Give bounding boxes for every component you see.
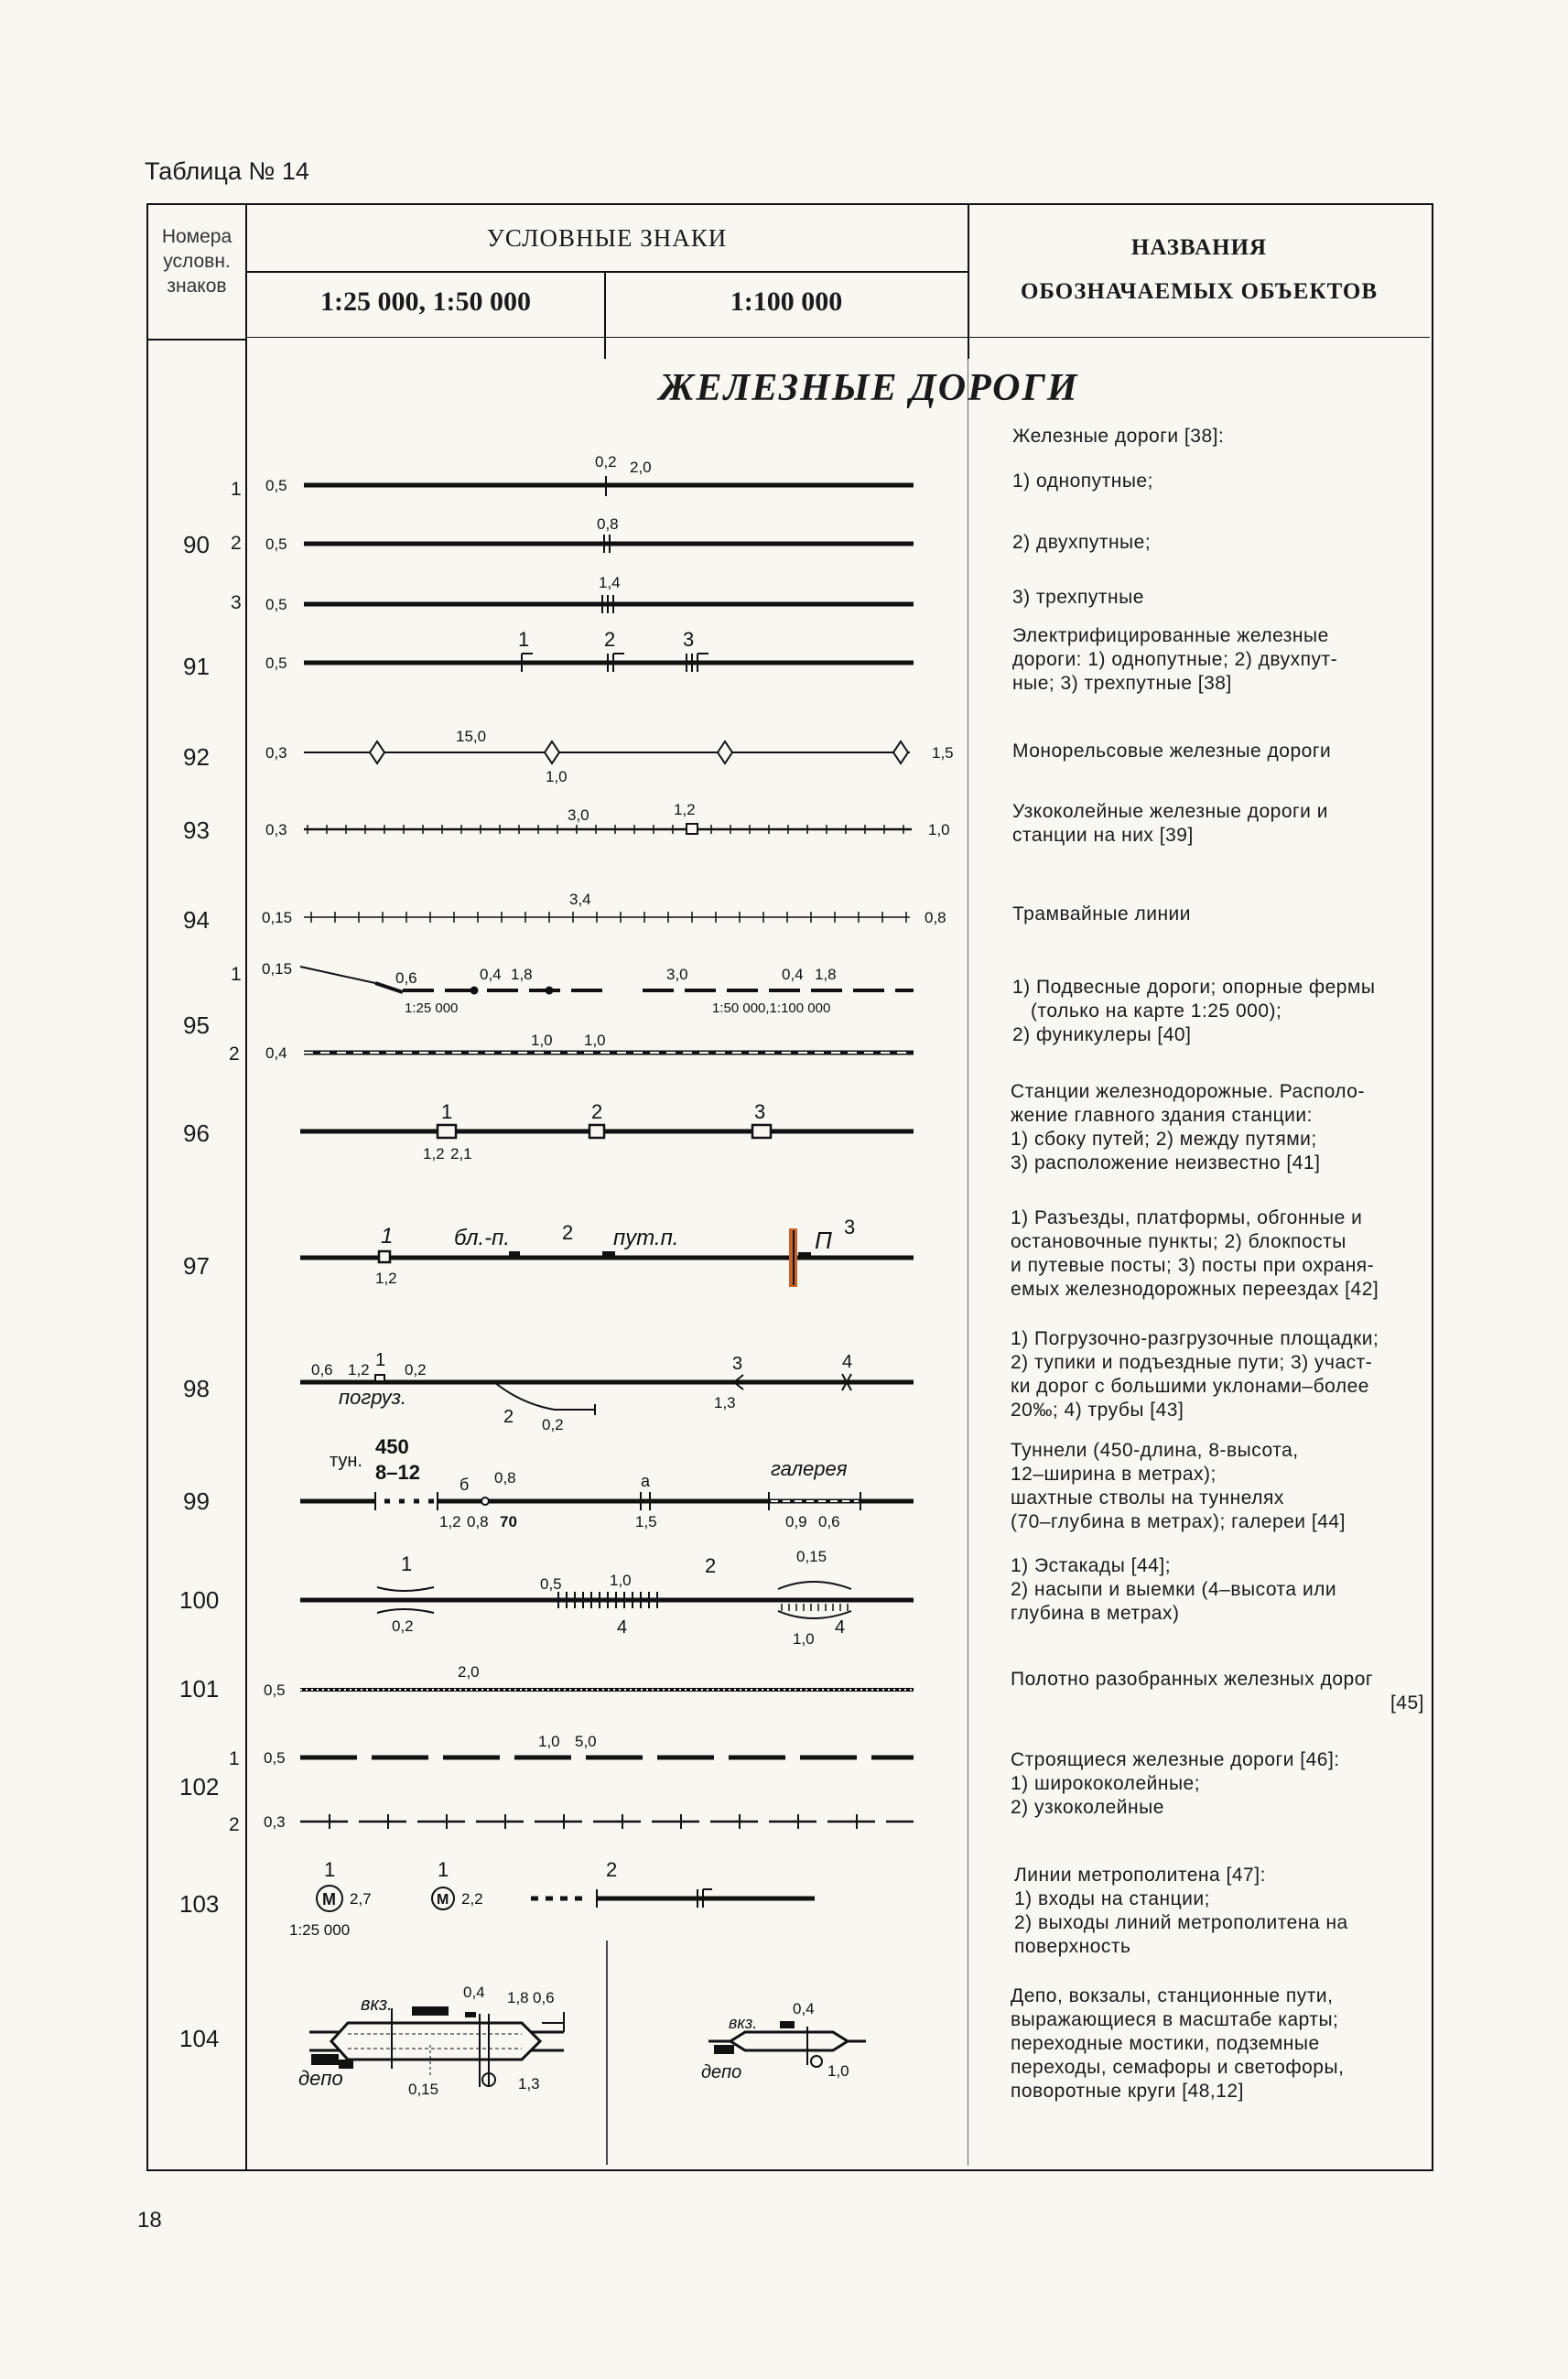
sub-number: 2 xyxy=(231,533,242,554)
annotation: 1,3 xyxy=(714,1394,736,1411)
sub-label: 2 xyxy=(562,1221,574,1244)
sub-label: бл.-п. xyxy=(454,1226,511,1250)
value-label: 0,5 xyxy=(265,654,287,672)
annotation: 0,8 xyxy=(467,1513,489,1530)
divider xyxy=(968,203,969,359)
annotation: 2,0 xyxy=(630,459,652,476)
annotation: 2,0 xyxy=(458,1663,480,1681)
annotation: 1,8 xyxy=(815,966,837,983)
annotation: 0,6 xyxy=(311,1361,333,1379)
desc-line: поворотные круги [48,12] xyxy=(1011,2081,1244,2102)
row-number: 91 xyxy=(183,653,210,680)
row-number: 96 xyxy=(183,1119,210,1147)
sub-label: галерея xyxy=(771,1457,848,1480)
annotation: 1:50 000,1:100 000 xyxy=(712,1000,831,1016)
desc-90-head: Железные дороги [38]: xyxy=(1012,426,1225,447)
sub-label: 1 xyxy=(401,1552,413,1575)
row-number: 94 xyxy=(183,906,210,934)
annotation: 1,3 xyxy=(518,2075,540,2092)
divider xyxy=(146,339,245,341)
desc-90-3: 3) трехпутные xyxy=(1012,587,1144,608)
desc-line: остановочные пункты; 2) блокпосты xyxy=(1011,1231,1346,1252)
annotation: 0,8 xyxy=(494,1469,516,1487)
col-num-header xyxy=(148,224,245,298)
row-number: 101 xyxy=(179,1675,220,1703)
sub-label: погруз. xyxy=(339,1386,407,1409)
value-label: 0,3 xyxy=(265,821,287,838)
desc-line: 3) расположение неизвестно [41] xyxy=(1011,1152,1321,1173)
sub-label: 2 xyxy=(591,1100,603,1123)
desc-line: 1) сбоку путей; 2) между путями; xyxy=(1011,1129,1317,1150)
section-title: ЖЕЛЕЗНЫЕ ДОРОГИ xyxy=(659,367,1079,409)
desc-line: глубина в метрах) xyxy=(1011,1603,1180,1624)
sub-number: 1 xyxy=(231,964,242,985)
col-num-line: Номера xyxy=(161,226,232,247)
sub-label: тун. xyxy=(330,1451,362,1471)
annotation: 0,8 xyxy=(925,909,946,926)
desc-line: 2) выходы линий метрополитена на xyxy=(1014,1912,1348,1933)
sub-label: 1 xyxy=(518,628,530,651)
sub-label: 2 xyxy=(606,1858,618,1881)
desc-94 xyxy=(1012,903,1191,926)
sub-label: 1 xyxy=(441,1100,453,1123)
desc-line: переходы, семафоры и светофоры, xyxy=(1011,2057,1345,2078)
desc-line: 1) Эстакады [44]; xyxy=(1011,1555,1172,1576)
annotation: 1,2 xyxy=(375,1270,397,1287)
annotation: 0,6 xyxy=(533,1989,555,2006)
sub-label: вкз. xyxy=(361,1995,393,2015)
desc-line: 1) Разъезды, платформы, обгонные и xyxy=(1011,1207,1363,1228)
sub-label: 3 xyxy=(683,628,695,651)
sub-label: 3 xyxy=(732,1354,743,1374)
annotation: 2,7 xyxy=(350,1890,372,1908)
annotation: 1,2 xyxy=(423,1145,445,1162)
sub-label: б xyxy=(460,1476,470,1494)
desc-line: поверхность xyxy=(1014,1936,1131,1957)
desc-line: жение главного здания станции: xyxy=(1011,1105,1313,1126)
desc-99 xyxy=(1011,1439,1346,1534)
sub-label: 2 xyxy=(503,1407,514,1427)
annotation: 0,4 xyxy=(480,966,502,983)
scale-header-2: 1:100 000 xyxy=(730,287,843,317)
annotation: 1,0 xyxy=(793,1630,815,1648)
annotation: 4 xyxy=(835,1617,846,1638)
desc-95 xyxy=(1012,976,1376,1047)
desc-line: Станции железнодорожные. Располо- xyxy=(1011,1081,1365,1102)
desc-line: емых железнодорожных переездах [42] xyxy=(1011,1279,1379,1300)
value-label: 0,15 xyxy=(262,909,293,926)
desc-96 xyxy=(1011,1080,1365,1175)
desc-91 xyxy=(1012,624,1337,696)
annotation: 0,9 xyxy=(785,1513,807,1530)
col-num-line: условн. xyxy=(163,251,231,272)
annotation: 0,4 xyxy=(463,1984,485,2001)
annotation: 0,2 xyxy=(392,1617,414,1635)
symbols-column xyxy=(247,430,967,2165)
desc-line: Полотно разобранных железных дорог xyxy=(1011,1669,1374,1690)
divider xyxy=(245,271,968,273)
sub-label: П xyxy=(815,1227,832,1254)
desc-92 xyxy=(1012,740,1331,763)
annotation: 5,0 xyxy=(575,1733,597,1750)
desc-102 xyxy=(1011,1748,1340,1820)
sub-label: 4 xyxy=(842,1352,853,1372)
desc-line: Строящиеся железные дороги [46]: xyxy=(1011,1749,1340,1770)
annotation: 2,2 xyxy=(461,1890,483,1908)
desc-line: 1) Подвесные дороги; опорные фермы xyxy=(1012,977,1376,998)
desc-line: 20‰; 4) трубы [43] xyxy=(1011,1400,1184,1421)
sub-label: депо xyxy=(298,2067,343,2090)
page-number: 18 xyxy=(137,2208,162,2233)
annotation: 0,8 xyxy=(597,515,619,533)
annotation: 0,2 xyxy=(542,1416,564,1433)
desc-90-2: 2) двухпутные; xyxy=(1012,532,1152,553)
desc-98 xyxy=(1011,1327,1379,1422)
sub-label: пут.п. xyxy=(613,1226,679,1250)
sub-label: 8–12 xyxy=(375,1461,420,1484)
annotation: 0,15 xyxy=(408,2081,439,2098)
desc-line: 1) входы на станции; xyxy=(1014,1888,1210,1909)
desc-97 xyxy=(1011,1206,1379,1302)
desc-line: 1) Погрузочно-разгрузочные площадки; xyxy=(1011,1328,1379,1349)
sub-label: 3 xyxy=(754,1100,766,1123)
annotation: 1,0 xyxy=(584,1032,606,1049)
annotation: 0,6 xyxy=(395,969,417,987)
sub-label: 1 xyxy=(375,1350,386,1370)
row-number: 104 xyxy=(179,2025,220,2052)
value-label: 0,3 xyxy=(265,744,287,762)
desc-line: 2) тупики и подъездные пути; 3) участ- xyxy=(1011,1352,1373,1373)
row-number: 95 xyxy=(183,1011,210,1039)
annotation: 1,2 xyxy=(674,801,696,818)
desc-line: Узкоколейные железные дороги и xyxy=(1012,801,1328,822)
annotation: 0,6 xyxy=(818,1513,840,1530)
annotation: 1,4 xyxy=(599,574,621,591)
desc-line: 2) насыпи и выемки (4–высота или xyxy=(1011,1579,1337,1600)
annotation: 1,0 xyxy=(827,2062,849,2080)
sub-number: 1 xyxy=(231,479,242,500)
metro-letter: М xyxy=(437,1892,449,1908)
desc-line: 1) ширококолейные; xyxy=(1011,1773,1201,1794)
sub-label: 1 xyxy=(324,1858,336,1881)
desc-line: 12–ширина в метрах); xyxy=(1011,1464,1217,1485)
row-number: 92 xyxy=(183,743,210,771)
row-number: 100 xyxy=(179,1586,220,1614)
annotation: 15,0 xyxy=(456,728,487,745)
signs-header: УСЛОВНЫЕ ЗНАКИ xyxy=(486,224,728,252)
desc-line: станции на них [39] xyxy=(1012,825,1194,846)
sub-label: а xyxy=(641,1472,651,1490)
desc-line: ки дорог с большими уклонами–более xyxy=(1011,1376,1369,1397)
sub-label: 450 xyxy=(375,1435,409,1458)
desc-line: Трамвайные линии xyxy=(1012,903,1192,925)
desc-103 xyxy=(1014,1864,1348,1959)
annotation: 0,2 xyxy=(405,1361,427,1379)
desc-line: 2) фуникулеры [40] xyxy=(1012,1024,1192,1045)
annotation: 1,0 xyxy=(531,1032,553,1049)
sub-number: 2 xyxy=(229,1044,240,1065)
value-label: 0,3 xyxy=(264,1813,286,1831)
value-label: 0,5 xyxy=(264,1682,286,1699)
desc-line: переходные мостики, подземные xyxy=(1011,2033,1320,2054)
annotation: 3,4 xyxy=(569,891,591,908)
divider xyxy=(245,337,1430,338)
annotation: 0,4 xyxy=(793,2000,815,2017)
row-number: 102 xyxy=(179,1773,220,1800)
desc-104 xyxy=(1011,1984,1344,2103)
annotation: 70 xyxy=(500,1513,517,1530)
desc-line: 2) узкоколейные xyxy=(1011,1797,1164,1818)
annotation: 4 xyxy=(617,1617,628,1638)
value-label: 0,15 xyxy=(262,960,293,978)
desc-line: [45] xyxy=(1390,1692,1424,1714)
value-label: 0,4 xyxy=(265,1044,287,1062)
desc-line: (только на карте 1:25 000); xyxy=(1031,1000,1282,1022)
annotation: 0,2 xyxy=(595,453,617,470)
desc-line: Депо, вокзалы, станционные пути, xyxy=(1011,1985,1334,2006)
sub-label: 3 xyxy=(844,1216,856,1238)
col-num-line: знаков xyxy=(167,276,227,297)
names-header-1: НАЗВАНИЯ xyxy=(1130,235,1268,260)
annotation: 1,2 xyxy=(439,1513,461,1530)
annotation: 1,0 xyxy=(610,1572,632,1589)
annotation: 1,2 xyxy=(348,1361,370,1379)
annotation: 1,0 xyxy=(546,768,568,785)
sub-label: вкз. xyxy=(729,2014,758,2032)
desc-line: Электрифицированные железные xyxy=(1012,625,1329,646)
annotation: 1,5 xyxy=(932,744,954,762)
annotation: 1,0 xyxy=(538,1733,560,1750)
sub-label: 2 xyxy=(705,1554,717,1577)
desc-line: выражающиеся в масштабе карты; xyxy=(1011,2009,1339,2030)
sub-label: 2 xyxy=(604,628,616,651)
sub-number: 2 xyxy=(229,1814,240,1835)
desc-line: дороги: 1) однопутные; 2) двухпут- xyxy=(1012,649,1338,670)
row-number: 99 xyxy=(183,1487,210,1515)
annotation: 2,1 xyxy=(450,1145,472,1162)
annotation: 0,5 xyxy=(540,1575,562,1593)
desc-line: Монорельсовые железные дороги xyxy=(1012,741,1332,762)
desc-100 xyxy=(1011,1554,1336,1626)
sub-label: 1 xyxy=(438,1858,449,1881)
row-number: 103 xyxy=(179,1890,220,1918)
desc-101 xyxy=(1011,1668,1424,1715)
scale-header-1: 1:25 000, 1:50 000 xyxy=(320,287,531,317)
table-caption: Таблица № 14 xyxy=(145,157,309,185)
sub-number: 1 xyxy=(229,1748,240,1769)
row-number: 98 xyxy=(183,1375,210,1402)
annotation: 3,0 xyxy=(666,966,688,983)
value-label: 0,5 xyxy=(264,1749,286,1767)
desc-line: шахтные стволы на туннелях xyxy=(1011,1487,1284,1509)
desc-line: и путевые посты; 3) посты при охраня- xyxy=(1011,1255,1375,1276)
annotation: 1,8 xyxy=(507,1989,529,2006)
metro-letter: М xyxy=(322,1890,336,1909)
annotation: 1,8 xyxy=(511,966,533,983)
row-number: 93 xyxy=(183,816,210,844)
desc-line: ные; 3) трехпутные [38] xyxy=(1012,673,1232,694)
sub-label: 1 xyxy=(381,1224,394,1249)
annotation: 0,15 xyxy=(796,1548,827,1565)
sub-label: депо xyxy=(701,2062,742,2082)
annotation: 0,4 xyxy=(782,966,804,983)
desc-90-1: 1) однопутные; xyxy=(1012,470,1153,492)
value-label: 0,5 xyxy=(265,477,287,494)
desc-line: (70–глубина в метрах); галереи [44] xyxy=(1011,1511,1346,1532)
annotation: 3,0 xyxy=(568,806,589,824)
sub-number: 3 xyxy=(231,592,242,613)
row-number: 90 xyxy=(183,531,210,558)
annotation: 1:25 000 xyxy=(405,1000,459,1016)
desc-line: Туннели (450-длина, 8-высота, xyxy=(1011,1440,1299,1461)
value-label: 0,5 xyxy=(265,535,287,553)
desc-line: Линии метрополитена [47]: xyxy=(1014,1865,1266,1886)
annotation: 1,0 xyxy=(928,821,950,838)
annotation: 1,5 xyxy=(635,1513,657,1530)
names-header-2: ОБОЗНАЧАЕМЫХ ОБЪЕКТОВ xyxy=(1020,279,1379,304)
annotation: 1:25 000 xyxy=(289,1921,351,1939)
desc-93 xyxy=(1012,800,1328,848)
value-label: 0,5 xyxy=(265,596,287,613)
row-number: 97 xyxy=(183,1252,210,1280)
